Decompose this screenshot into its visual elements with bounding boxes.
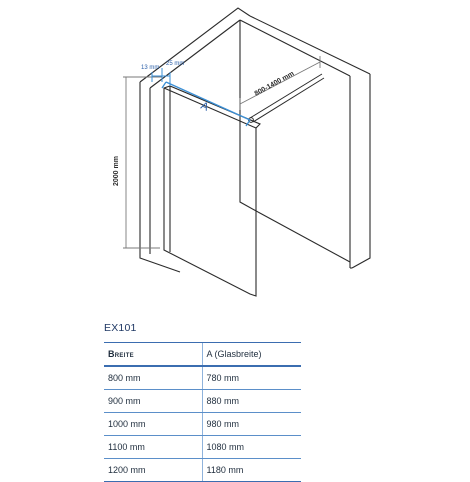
cell-breite: 800 mm — [104, 366, 202, 390]
header-glasbreite: A (Glasbreite) — [202, 343, 301, 367]
table-row — [104, 436, 301, 459]
table-row — [104, 366, 301, 390]
cell-glasbreite: 880 mm — [202, 390, 301, 413]
right-wall — [350, 74, 370, 268]
cell-breite: 900 mm — [104, 390, 202, 413]
floor-edges — [258, 212, 350, 262]
height-dimension — [123, 77, 162, 248]
label-range: 800-1400 mm — [253, 70, 296, 98]
table-row — [104, 459, 301, 482]
label-13mm: 13 mm — [141, 65, 160, 71]
cell-breite: 1200 mm — [104, 459, 202, 482]
cell-glasbreite: 980 mm — [202, 413, 301, 436]
label-height: 2000 mm — [113, 156, 120, 186]
table-header-row — [104, 343, 301, 367]
table-row — [104, 413, 301, 436]
cell-breite: 1000 mm — [104, 413, 202, 436]
cell-glasbreite: 780 mm — [202, 366, 301, 390]
cell-glasbreite: 1180 mm — [202, 459, 301, 482]
header-breite: Breite — [104, 343, 202, 367]
size-table — [104, 342, 301, 482]
label-25mm: 25 mm — [166, 61, 185, 67]
cell-glasbreite: 1080 mm — [202, 436, 301, 459]
table-row — [104, 390, 301, 413]
label-a: A — [198, 99, 211, 114]
model-label: EX101 — [104, 322, 137, 334]
cell-breite: 1100 mm — [104, 436, 202, 459]
left-wall — [140, 8, 250, 272]
